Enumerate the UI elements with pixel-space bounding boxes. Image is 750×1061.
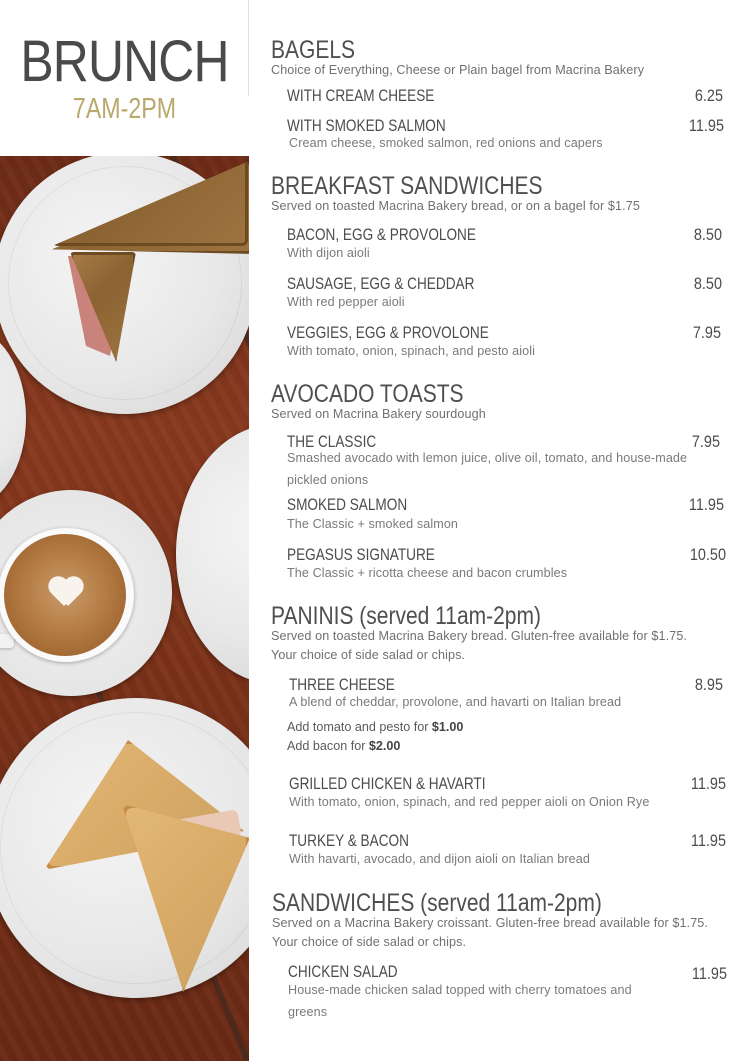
menu-item-desc: With dijon aioli [287,246,370,260]
menu-item-desc: The Classic + ricotta cheese and bacon crumbles [287,566,568,580]
addon-text: Add bacon for [287,739,369,753]
menu-item-desc: With tomato, onion, spinach, and pesto aioli [287,344,536,358]
section-subtitle-sandwiches-line2: Your choice of side salad or chips. [272,935,467,949]
section-subtitle-paninis: Served on toasted Macrina Bakery bread. Gluten-free available for $1.75. [271,629,688,643]
left-panel [0,0,249,1061]
section-subtitle-avocado-toasts: Served on Macrina Bakery sourdough [271,407,486,421]
menu-item-desc: With tomato, onion, spinach, and red pepper aioli on Onion Rye [289,795,650,809]
menu-item-price: 8.50 [693,225,722,244]
menu-item-desc: The Classic + smoked salmon [287,517,459,531]
addon-tomato-pesto [287,718,463,737]
menu-item-desc: With red pepper aioli [287,295,405,309]
menu-item-desc: Cream cheese, smoked salmon, red onions and capers [289,136,603,150]
menu-item-price: 10.50 [689,545,726,564]
section-title-sandwiches: SANDWICHES (served 11am-2pm) [272,889,602,917]
menu-item-name: BACON, EGG & PROVOLONE [287,225,476,244]
title-block [0,0,249,156]
menu-item-price: 7.95 [692,323,721,342]
menu-item-price: 11.95 [690,774,726,793]
menu-item-price: 11.95 [688,495,724,514]
addon-price: $1.00 [431,720,464,734]
menu-item-name: PEGASUS SIGNATURE [287,545,435,564]
menu-item-price: 11.95 [690,831,726,850]
addon-bacon [287,737,400,756]
menu-item-name: THE CLASSIC [287,432,377,451]
menu-item-name: WITH CREAM CHEESE [287,86,435,105]
menu-item-name: SAUSAGE, EGG & CHEDDAR [287,274,475,293]
addon-price: $2.00 [368,739,401,753]
menu-item-desc: Smashed avocado with lemon juice, olive oil, tomato, and house-made pickled onions [287,451,688,487]
menu-item-name: WITH SMOKED SALMON [287,116,446,135]
section-title-breakfast-sandwiches: BREAKFAST SANDWICHES [271,172,543,200]
section-title-bagels: BAGELS [271,36,356,64]
menu-item-name: GRILLED CHICKEN & HAVARTI [289,774,486,793]
addon-text: Add tomato and pesto for [287,720,432,734]
section-title-avocado-toasts: AVOCADO TOASTS [271,380,464,408]
menu-item-name: VEGGIES, EGG & PROVOLONE [287,323,489,342]
section-subtitle-sandwiches: Served on a Macrina Bakery croissant. Gluten-free bread available for $1.75. [272,916,709,930]
menu-item-price: 7.95 [691,432,720,451]
section-subtitle-paninis-line2: Your choice of side salad or chips. [271,648,466,662]
menu-item-desc: House-made chicken salad topped with cherry tomatoes and greens [288,983,632,1019]
section-subtitle-breakfast-sandwiches: Served on toasted Macrina Bakery bread, or on a bagel for $1.75 [271,199,640,213]
menu-item-price: 8.95 [694,675,723,694]
section-subtitle-bagels: Choice of Everything, Cheese or Plain bagel from Macrina Bakery [271,63,645,77]
menu-item-price: 8.50 [693,274,722,293]
menu-item-desc: A blend of cheddar, provolone, and havarti on Italian bread [289,695,622,709]
food-photo [0,156,249,1061]
menu-item-name: THREE CHEESE [289,675,395,694]
latte-heart-icon [48,578,84,606]
menu-item-price: 11.95 [688,116,724,135]
menu-item-name: CHICKEN SALAD [288,962,398,981]
menu-item-name: SMOKED SALMON [287,495,408,514]
menu-title: BRUNCH [20,29,229,94]
menu-hours: 7AM-2PM [72,93,177,125]
plate-right [176,424,249,684]
menu-item-desc: With havarti, avocado, and dijon aioli on Italian bread [289,852,590,866]
menu-item-price: 11.95 [691,964,727,983]
divider-line [248,0,249,96]
section-title-paninis: PANINIS (served 11am-2pm) [271,602,541,630]
menu-item-price: 6.25 [694,86,723,105]
menu-item-name: TURKEY & BACON [289,831,409,850]
